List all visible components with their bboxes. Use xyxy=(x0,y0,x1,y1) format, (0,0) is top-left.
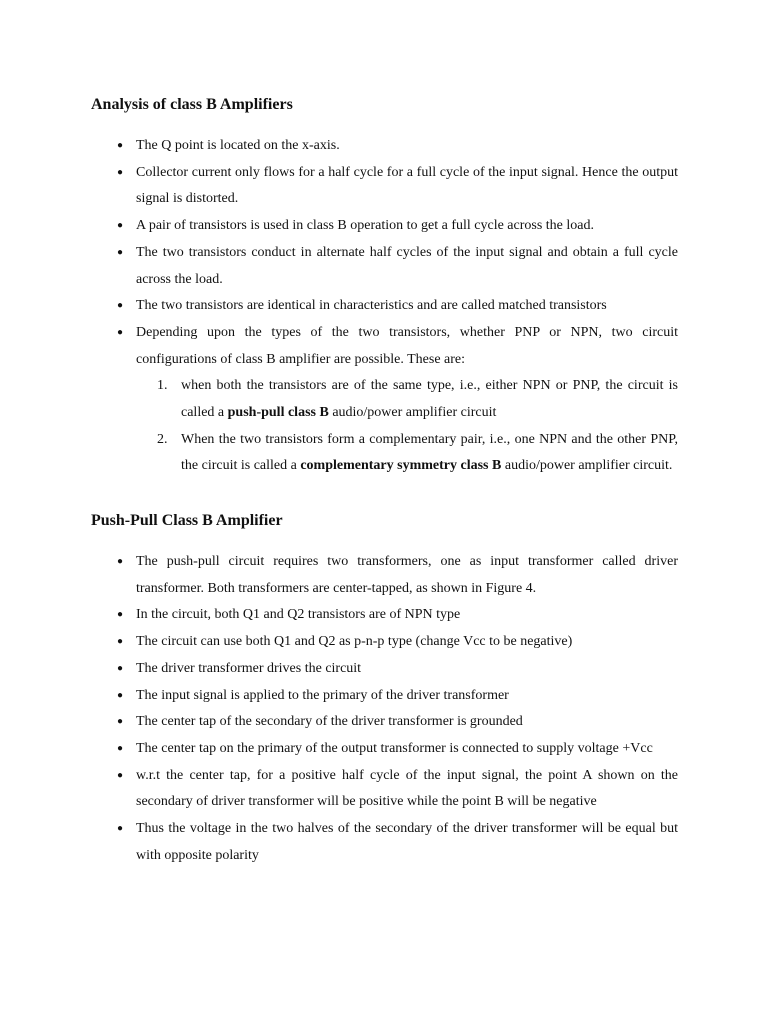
item-number: 1. xyxy=(157,378,168,394)
bullet-icon: ● xyxy=(117,689,124,701)
list-item-text: The two transistors conduct in alternate half cycles of the input signal and obtain a full cycle across the load. xyxy=(136,244,678,287)
list-item-text: The circuit can use both Q1 and Q2 as p-n-p type (change Vcc to be negative) xyxy=(136,634,573,650)
item-text-bold: complementary symmetry class B xyxy=(300,458,502,474)
list-item-text: The two transistors are identical in characteristics and are called matched transistors xyxy=(136,298,607,314)
list-item xyxy=(117,320,678,480)
item-text-after: audio/power amplifier circuit xyxy=(328,405,497,421)
list-item-text: The input signal is applied to the primary of the driver transformer xyxy=(136,687,509,703)
bullet-icon: ● xyxy=(117,300,124,312)
list-item-text: Depending upon the types of the two transistors, whether PNP or NPN, two circuit configurations of class B amplifier are possible. These are: xyxy=(136,324,678,367)
list-item xyxy=(117,549,678,602)
list-item xyxy=(117,160,678,213)
item-text-before: when both the transistors are of the same type, i.e., either NPN or PNP, the circuit is called a xyxy=(181,378,678,421)
list-item-text: Thus the voltage in the two halves of the secondary of the driver transformer will be equal but with opposite polarity xyxy=(136,821,678,863)
list-item xyxy=(117,656,678,683)
list-item-text: Collector current only flows for a half cycle for a full cycle of the input signal. Hence the output signal is distorted. xyxy=(136,164,678,207)
numbered-item xyxy=(157,427,678,480)
list-item-text: The center tap on the primary of the output transformer is connected to supply voltage +Vcc xyxy=(136,740,653,756)
bullet-icon: ● xyxy=(117,769,124,781)
bullet-icon: ● xyxy=(117,166,124,178)
list-item xyxy=(117,709,678,736)
list-item xyxy=(117,213,678,240)
item-text-bold: push-pull class B xyxy=(227,405,329,421)
list-item xyxy=(117,133,678,160)
list-item-text: A pair of transistors is used in class B operation to get a full cycle across the load. xyxy=(136,218,595,234)
bullet-icon: ● xyxy=(117,140,124,151)
bullet-list-push-pull xyxy=(0,549,678,869)
list-item-text: In the circuit, both Q1 and Q2 transistors are of NPN type xyxy=(136,607,461,623)
list-item-text: The push-pull circuit requires two transformers, one as input transformer called driver transformer. Both transformers are center-tapped, as shown in Figure 4. xyxy=(136,554,678,596)
list-item xyxy=(117,683,678,710)
numbered-item xyxy=(157,373,678,426)
list-item xyxy=(117,816,678,869)
list-item-text: The driver transformer drives the circuit xyxy=(136,660,362,676)
list-item xyxy=(117,763,678,816)
list-item xyxy=(117,293,678,320)
item-text-before: When the two transistors form a complementary pair, i.e., one NPN and the other PNP, the circuit is called a xyxy=(181,431,678,474)
list-item-text: The center tap of the secondary of the driver transformer is grounded xyxy=(136,714,523,730)
list-item xyxy=(117,629,678,656)
list-item xyxy=(117,240,678,293)
bullet-icon: ● xyxy=(117,662,124,674)
bullet-icon: ● xyxy=(117,742,124,754)
bullet-icon: ● xyxy=(117,609,124,621)
list-item-text: The Q point is located on the x-axis. xyxy=(136,138,340,153)
list-item xyxy=(117,602,678,629)
bullet-icon: ● xyxy=(117,556,124,567)
bullet-icon: ● xyxy=(117,326,124,338)
item-text-after: audio/power amplifier circuit. xyxy=(501,458,673,474)
item-number: 2. xyxy=(157,431,168,447)
section-heading-analysis: Analysis of class B Amplifiers xyxy=(91,96,293,113)
bullet-icon: ● xyxy=(117,220,124,232)
bullet-icon: ● xyxy=(117,246,124,258)
list-item-text: w.r.t the center tap, for a positive half cycle of the input signal, the point A shown on the secondary of driver transformer will be positive while the point B will be negative xyxy=(136,767,678,810)
list-item xyxy=(117,736,678,763)
bullet-list-analysis xyxy=(0,133,678,480)
bullet-icon: ● xyxy=(117,716,124,728)
section-heading-push-pull: Push-Pull Class B Amplifier xyxy=(91,512,283,529)
bullet-icon: ● xyxy=(117,636,124,648)
numbered-sublist xyxy=(136,373,678,480)
bullet-icon: ● xyxy=(117,823,124,835)
